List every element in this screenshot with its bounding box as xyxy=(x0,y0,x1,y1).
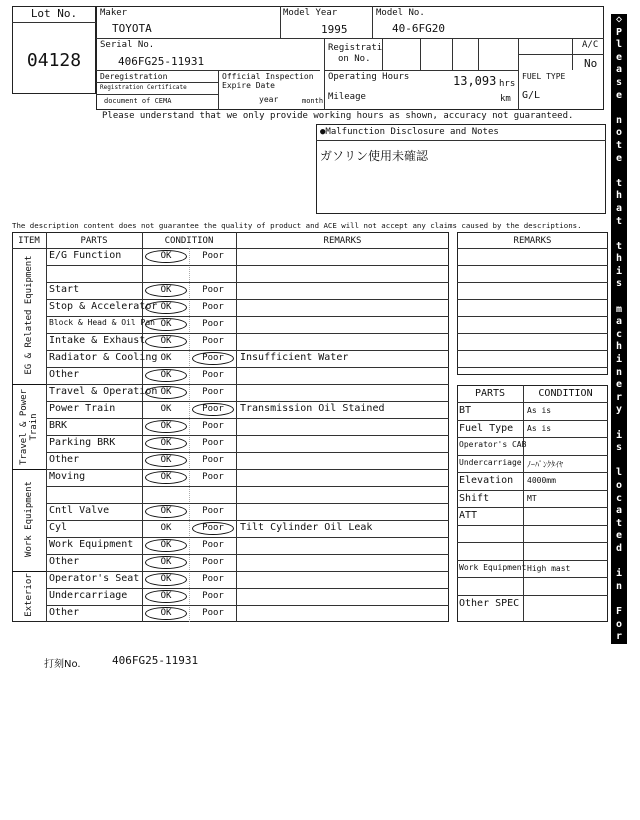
ok-option: OK xyxy=(160,574,172,584)
banner-char: i xyxy=(615,265,623,277)
poor-option: Poor xyxy=(202,506,224,516)
ok-option: OK xyxy=(160,319,172,329)
selected-condition-circle xyxy=(145,505,187,518)
banner-char: a xyxy=(615,731,623,743)
spec-part-label: Shift xyxy=(459,493,490,504)
registration-certificate-label: Registration Certificate xyxy=(100,84,187,91)
banner-char: i xyxy=(615,354,623,366)
banner-char: l xyxy=(615,656,623,668)
poor-option: Poor xyxy=(202,523,224,533)
ok-option: OK xyxy=(160,455,172,465)
poor-option: Poor xyxy=(202,370,224,380)
engraving-label: 打刻No. xyxy=(44,659,81,670)
spec-value: High mast xyxy=(527,564,571,573)
banner-char xyxy=(611,102,627,115)
group-label-eg: EG & Related Equipment xyxy=(24,255,34,375)
part-label: Undercarriage xyxy=(49,590,128,601)
part-label: BRK xyxy=(49,420,68,431)
part-label: Moving xyxy=(49,471,86,482)
selected-condition-circle xyxy=(145,573,187,586)
remark-text: Tilt Cylinder Oil Leak xyxy=(240,522,373,533)
banner-char: h xyxy=(615,190,623,202)
remarks-header: REMARKS xyxy=(323,236,362,246)
poor-option: Poor xyxy=(202,302,224,312)
spec-part-label: Other SPEC xyxy=(459,598,520,609)
km-unit: km xyxy=(500,94,511,104)
ok-option: OK xyxy=(160,370,172,380)
part-label: Radiator & Cooling xyxy=(49,352,158,363)
banner-char xyxy=(611,291,627,304)
banner-char xyxy=(611,593,627,606)
disclaimer: The description content does not guarantee the quality of product and ACE will not accept any claims caused by the descriptions. xyxy=(12,221,582,230)
banner-char: h xyxy=(615,253,623,265)
item-header: ITEM xyxy=(18,236,40,246)
poor-option: Poor xyxy=(202,455,224,465)
remark-text: Transmission Oil Stained xyxy=(240,403,385,414)
banner-char: t xyxy=(615,215,623,227)
poor-option: Poor xyxy=(202,438,224,448)
spec-part-label: ATT xyxy=(459,510,478,521)
poor-option: Poor xyxy=(202,591,224,601)
fuel-type-label: FUEL TYPE xyxy=(522,72,566,81)
spec-part-label: Work Equipment xyxy=(459,563,527,572)
banner-char: P xyxy=(615,719,623,731)
mileage-label: Mileage xyxy=(328,92,366,102)
ac-label: A/C xyxy=(582,40,599,50)
ok-option: OK xyxy=(160,523,172,533)
banner-char: s xyxy=(615,76,623,88)
banner-char xyxy=(611,228,627,241)
ok-option: OK xyxy=(160,472,172,482)
ok-option: OK xyxy=(160,404,172,414)
ok-option: OK xyxy=(160,557,172,567)
selected-condition-circle xyxy=(145,369,187,382)
part-label: Other xyxy=(49,607,80,618)
remark-text: Insufficient Water xyxy=(240,352,349,363)
ok-option: OK xyxy=(160,336,172,346)
poor-option: Poor xyxy=(202,404,224,414)
banner-char: r xyxy=(615,391,623,403)
banner-char: y xyxy=(615,404,623,416)
banner-char: s xyxy=(615,278,623,290)
ok-option: OK xyxy=(160,608,172,618)
spec-part-label: Undercarriage xyxy=(459,458,522,467)
banner-char: g xyxy=(615,794,623,806)
banner-char: t xyxy=(615,694,623,706)
banner-char: t xyxy=(615,139,623,151)
poor-option: Poor xyxy=(202,608,224,618)
selected-condition-circle xyxy=(145,437,187,450)
banner-char: h xyxy=(615,341,623,353)
selected-condition-circle xyxy=(145,386,187,399)
banner-char: e xyxy=(615,152,623,164)
maker-value: TOYOTA xyxy=(112,22,152,35)
selected-condition-circle xyxy=(145,420,187,433)
spec-part-label: BT xyxy=(459,405,472,416)
registration-label-2: on No. xyxy=(338,54,371,64)
ok-option: OK xyxy=(160,285,172,295)
serial-label: Serial No. xyxy=(100,40,155,50)
banner-char: k xyxy=(615,757,623,769)
selected-condition-circle xyxy=(145,250,187,263)
selected-condition-circle xyxy=(145,318,187,331)
inspection-label: Official Inspection xyxy=(222,72,314,81)
banner-char: ◇ xyxy=(615,807,623,819)
part-label: Power Train xyxy=(49,403,116,414)
spec-value: ﾉｰﾊﾟﾝｸﾀｲﾔ xyxy=(527,460,563,469)
banner-char: r xyxy=(615,631,623,643)
inspection-label-2: Expire Date xyxy=(222,81,275,90)
poor-option: Poor xyxy=(202,319,224,329)
maker-label: Maker xyxy=(100,8,128,18)
banner-char: d xyxy=(615,542,623,554)
fuel-type-value: G/L xyxy=(522,90,541,101)
hours-notice: Please understand that we only provide working hours as shown, accuracy not guaranteed. xyxy=(102,111,574,121)
ok-option: OK xyxy=(160,251,172,261)
group-label-exterior: Exterior xyxy=(24,573,34,617)
selected-condition-circle xyxy=(192,352,234,365)
ok-option: OK xyxy=(160,302,172,312)
banner-char: n xyxy=(615,114,623,126)
poor-option: Poor xyxy=(202,540,224,550)
deregistration-label: Deregistration xyxy=(100,72,168,81)
spec-value: As is xyxy=(527,406,552,415)
part-label: Stop & Accelerator xyxy=(49,301,158,312)
banner-char: a xyxy=(615,202,623,214)
spec-value: MT xyxy=(527,494,537,503)
remarks-panel xyxy=(457,232,608,375)
selected-condition-circle xyxy=(145,471,187,484)
selected-condition-circle xyxy=(145,301,187,314)
condition-header: CONDITION xyxy=(164,236,214,246)
banner-char: m xyxy=(615,303,623,315)
banner-char: i xyxy=(615,668,623,680)
group-label-travel: Travel & Power Train xyxy=(19,389,39,465)
banner-char: l xyxy=(615,39,623,51)
remarks-panel-header: REMARKS xyxy=(513,236,552,246)
lot-number: 04128 xyxy=(26,50,82,71)
spec-part-label: Operator's CAB xyxy=(459,440,527,449)
selected-condition-circle xyxy=(145,335,187,348)
malfunction-text: ガソリン使用未確認 xyxy=(320,149,429,163)
banner-char: t xyxy=(615,240,623,252)
banner-char: F xyxy=(615,605,623,617)
serial-value: 406FG25-11931 xyxy=(118,55,205,68)
registration-label: Registrati xyxy=(328,43,383,53)
lot-label: Lot No. xyxy=(30,7,78,20)
year-label: year xyxy=(259,95,279,104)
spec-parts-header: PARTS xyxy=(474,388,506,399)
banner-char: c xyxy=(615,328,623,340)
hrs-unit: hrs xyxy=(499,79,516,89)
model-no-label: Model No. xyxy=(376,8,425,18)
banner-char xyxy=(611,707,627,720)
spec-part-label: Elevation xyxy=(459,475,514,486)
selected-condition-circle xyxy=(145,284,187,297)
part-label: Cyl xyxy=(49,522,68,533)
banner-char xyxy=(611,417,627,430)
part-label: E/G Function xyxy=(49,250,122,261)
part-label: Parking BRK xyxy=(49,437,116,448)
banner-char: c xyxy=(615,492,623,504)
poor-option: Poor xyxy=(202,353,224,363)
banner-char: t xyxy=(615,517,623,529)
selected-condition-circle xyxy=(145,454,187,467)
banner-char: t xyxy=(615,177,623,189)
spec-condition-header: CONDITION xyxy=(538,388,593,399)
selected-condition-circle xyxy=(145,607,187,620)
month-label: month xyxy=(302,97,324,105)
malfunction-box xyxy=(316,124,606,214)
banner-char: o xyxy=(615,127,623,139)
part-label: Block & Head & Oil Pan xyxy=(49,318,155,327)
part-label: Operator's Seat xyxy=(49,573,140,584)
model-year-label: Model Year xyxy=(283,8,338,18)
banner-char: s xyxy=(615,442,623,454)
part-label: Start xyxy=(49,284,80,295)
model-no-value: 40-6FG20 xyxy=(392,22,445,35)
poor-option: Poor xyxy=(202,336,224,346)
part-label: Intake & Exhaust xyxy=(49,335,146,346)
banner-char: a xyxy=(615,316,623,328)
poor-option: Poor xyxy=(202,472,224,482)
operating-hours-label: Operating Hours xyxy=(328,72,410,82)
malfunction-title: ●Malfunction Disclosure and Notes xyxy=(320,127,499,137)
banner-char: n xyxy=(615,782,623,794)
banner-char: o xyxy=(615,618,623,630)
part-label: Cntl Valve xyxy=(49,505,110,516)
poor-option: Poor xyxy=(202,285,224,295)
spec-value: 4000mm xyxy=(527,476,556,485)
part-label: Travel & Operation xyxy=(49,386,158,397)
spec-value: As is xyxy=(527,424,552,433)
banner-char: o xyxy=(615,479,623,491)
ok-option: OK xyxy=(160,421,172,431)
banner-char xyxy=(611,455,627,468)
banner-char: e xyxy=(615,89,623,101)
poor-option: Poor xyxy=(202,574,224,584)
part-label: Other xyxy=(49,369,80,380)
poor-option: Poor xyxy=(202,421,224,431)
banner-char: a xyxy=(615,505,623,517)
operating-hours-value: 13,093 xyxy=(453,74,497,88)
banner-char: f xyxy=(615,681,623,693)
selected-condition-circle xyxy=(145,539,187,552)
banner-char: P xyxy=(615,26,623,38)
banner-char: i xyxy=(615,568,623,580)
engraving-number: 406FG25-11931 xyxy=(112,654,199,667)
banner-char: ◇ xyxy=(615,14,623,25)
banner-char: n xyxy=(615,366,623,378)
banner-char: e xyxy=(615,379,623,391)
ok-option: OK xyxy=(160,540,172,550)
selected-condition-circle xyxy=(145,556,187,569)
banner-char: l xyxy=(615,467,623,479)
banner-char xyxy=(611,165,627,178)
selected-condition-circle xyxy=(192,522,234,535)
poor-option: Poor xyxy=(202,387,224,397)
banner-char: n xyxy=(615,580,623,592)
part-label: Other xyxy=(49,454,80,465)
model-year-value: 1995 xyxy=(321,23,348,36)
poor-option: Poor xyxy=(202,557,224,567)
banner-char: k xyxy=(615,643,623,655)
ok-option: OK xyxy=(160,506,172,516)
banner-char: e xyxy=(615,51,623,63)
banner-char: a xyxy=(615,64,623,76)
ok-option: OK xyxy=(160,387,172,397)
banner-char xyxy=(611,556,627,569)
selected-condition-circle xyxy=(145,590,187,603)
banner-char: r xyxy=(615,744,623,756)
ac-value: No xyxy=(584,57,598,70)
group-label-work: Work Equipment xyxy=(24,481,34,557)
banner-char: e xyxy=(615,530,623,542)
part-label: Other xyxy=(49,556,80,567)
banner-char: i xyxy=(615,429,623,441)
ok-option: OK xyxy=(160,438,172,448)
banner-char: i xyxy=(615,769,623,781)
parts-header: PARTS xyxy=(80,236,108,246)
ok-option: OK xyxy=(160,591,172,601)
spec-part-label: Fuel Type xyxy=(459,423,514,434)
cema-label: document of CEMA xyxy=(104,97,172,105)
part-label: Work Equipment xyxy=(49,539,134,550)
poor-option: Poor xyxy=(202,251,224,261)
selected-condition-circle xyxy=(192,403,234,416)
side-banner xyxy=(611,14,627,819)
ok-option: OK xyxy=(160,353,172,363)
